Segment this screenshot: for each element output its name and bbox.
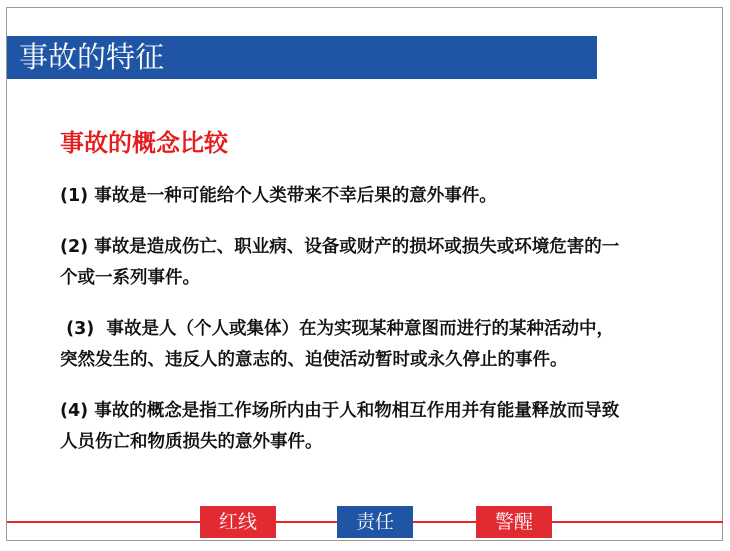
alert-tag-button[interactable]: 警醒 bbox=[476, 506, 552, 538]
responsibility-tag-button[interactable]: 责任 bbox=[337, 506, 413, 538]
red-line-tag-button[interactable]: 红线 bbox=[200, 506, 276, 538]
section-subtitle: 事故的概念比较 bbox=[60, 129, 228, 157]
paragraph-4-line-1: (4) 事故的概念是指工作场所内由于人和物相互作用并有能量释放而导致 bbox=[60, 401, 620, 421]
paragraph-1-line-1: (1) 事故是一种可能给个人类带来不幸后果的意外事件。 bbox=[60, 186, 497, 206]
paragraph-2-line-1: (2) 事故是造成伤亡、职业病、设备或财产的损坏或损失或环境危害的一 bbox=[60, 237, 620, 257]
paragraph-3-line-1: (3) 事故是人（个人或集体）在为实现某种意图而进行的某种活动中， bbox=[60, 319, 614, 339]
paragraph-4 bbox=[60, 396, 619, 458]
paragraph-3 bbox=[60, 314, 614, 376]
paragraph-2 bbox=[60, 232, 619, 294]
title-bar bbox=[7, 36, 597, 79]
paragraph-4-line-2: 人员伤亡和物质损失的意外事件。 bbox=[60, 432, 323, 452]
paragraph-3-line-2: 突然发生的、违反人的意志的、迫使活动暂时或永久停止的事件。 bbox=[60, 350, 568, 370]
page-title: 事故的特征 bbox=[19, 40, 165, 74]
paragraph-2-line-2: 个或一系列事件。 bbox=[60, 268, 200, 288]
paragraph-1 bbox=[60, 181, 497, 212]
